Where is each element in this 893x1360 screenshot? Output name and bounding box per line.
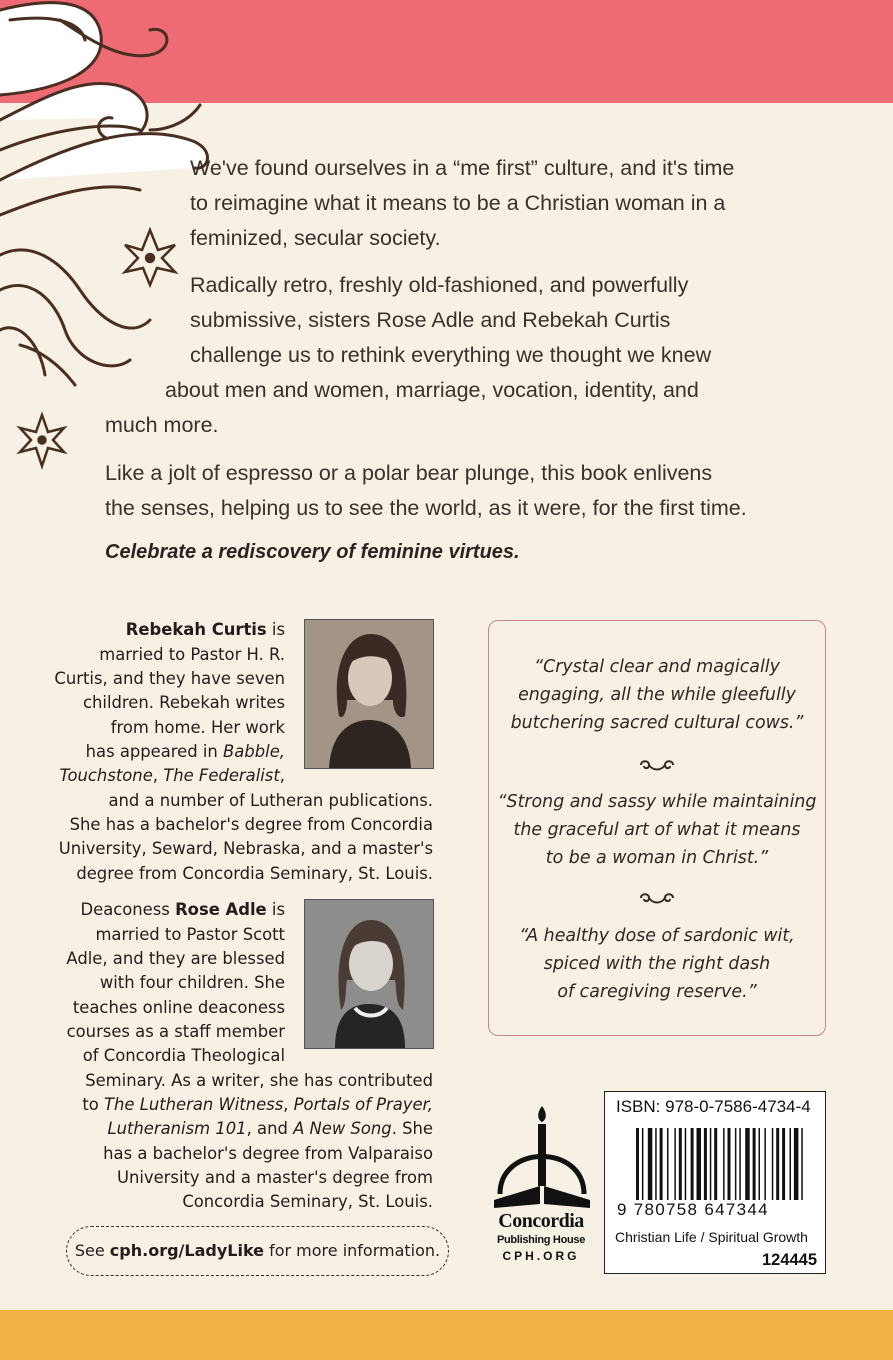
bio-curtis-line: from home. Her work: [110, 718, 285, 737]
scroll-ornament-icon: [637, 757, 677, 773]
endorsement-line: the graceful art of what it means: [513, 820, 801, 840]
endorsement-line: spiced with the right dash: [543, 954, 771, 974]
author-photo-curtis: [304, 619, 434, 769]
bottom-color-band: [0, 1310, 893, 1360]
blurb-line: about men and women, marriage, vocation, identity, and: [165, 378, 699, 402]
barcode-icon: [636, 1128, 816, 1200]
author-photo-adle: [304, 899, 434, 1049]
publisher-url: CPH.ORG: [502, 1249, 580, 1263]
more-info-link[interactable]: See cph.org/LadyLike for more information.: [66, 1226, 449, 1276]
bio-curtis-line: She has a bachelor's degree from Concordia: [69, 815, 433, 834]
bio-curtis-line: University, Seward, Nebraska, and a master's: [58, 839, 433, 858]
blurb-line: submissive, sisters Rose Adle and Rebekah Curtis: [190, 308, 671, 332]
bio-curtis-line: and a number of Lutheran publications.: [108, 791, 433, 810]
product-code: 124445: [761, 1251, 817, 1269]
bio-adle-line: Adle, and they are blessed: [66, 949, 285, 968]
bio-adle-line: with four children. She: [99, 973, 285, 992]
bio-adle-line: married to Pastor Scott: [95, 925, 285, 944]
bio-adle-line: of Concordia Theological: [82, 1046, 285, 1065]
publisher-name: Concordia: [498, 1210, 584, 1232]
blurb-line: We've found ourselves in a “me first” culture, and it's time: [190, 156, 735, 180]
publisher-subtitle: Publishing House: [496, 1234, 586, 1246]
bio-adle-line: University and a master's degree from: [116, 1168, 433, 1187]
bio-adle-line: has a bachelor's degree from Valparaiso: [103, 1144, 433, 1163]
blurb-line: much more.: [105, 413, 219, 437]
category-text: Christian Life / Spiritual Growth: [615, 1229, 808, 1245]
bio-adle-line: Concordia Seminary, St. Louis.: [182, 1192, 433, 1211]
bio-adle-line: courses as a staff member: [66, 1022, 285, 1041]
bio-curtis-line: children. Rebekah writes: [82, 693, 285, 712]
blurb-line: Like a jolt of espresso or a polar bear plunge, this book enlivens: [105, 461, 713, 485]
bio-adle-line: to The Lutheran Witness, Portals of Prayer,: [82, 1095, 433, 1114]
endorsement-line: to be a woman in Christ.”: [545, 848, 769, 868]
bio-curtis-line: Touchstone, The Federalist,: [59, 766, 285, 785]
endorsement-line: engaging, all the while gleefully: [518, 685, 796, 705]
bio-curtis-line: degree from Concordia Seminary, St. Louis.: [76, 864, 433, 883]
endorsement-line: butchering sacred cultural cows.”: [510, 713, 804, 733]
scroll-ornament-icon: [637, 890, 677, 906]
blurb-line: challenge us to rethink everything we thought we knew: [190, 343, 712, 367]
bio-adle-line: Deaconess Rose Adle is: [80, 900, 285, 919]
blurb-line: the senses, helping us to see the world, as it were, for the first time.: [105, 496, 747, 520]
blurb-line: feminized, secular society.: [190, 226, 441, 250]
bio-adle-line: Seminary. As a writer, she has contributed: [85, 1071, 433, 1090]
endorsement-line: “A healthy dose of sardonic wit,: [519, 926, 795, 946]
bio-curtis-line: married to Pastor H. R.: [99, 645, 285, 664]
barcode-digits: 9 780758 647344: [617, 1200, 769, 1219]
bio-adle-line: teaches online deaconess: [72, 998, 285, 1017]
endorsement-line: “Crystal clear and magically: [534, 657, 780, 677]
bio-curtis-line: Rebekah Curtis is: [125, 620, 285, 639]
endorsement-line: of caregiving reserve.”: [557, 982, 757, 1002]
blurb-line: Radically retro, freshly old-fashioned, and powerfully: [190, 273, 689, 297]
bio-adle-line: Lutheranism 101, and A New Song. She: [107, 1119, 433, 1138]
bio-curtis-line: has appeared in Babble,: [85, 742, 285, 761]
concordia-logo-icon: [490, 1104, 594, 1212]
isbn-text: ISBN: 978-0-7586-4734-4: [616, 1097, 811, 1116]
tagline: Celebrate a rediscovery of feminine virtues.: [105, 541, 520, 563]
bio-curtis-line: Curtis, and they have seven: [54, 669, 285, 688]
endorsement-line: “Strong and sassy while maintaining: [497, 792, 817, 812]
blurb-line: to reimagine what it means to be a Christian woman in a: [190, 191, 726, 215]
